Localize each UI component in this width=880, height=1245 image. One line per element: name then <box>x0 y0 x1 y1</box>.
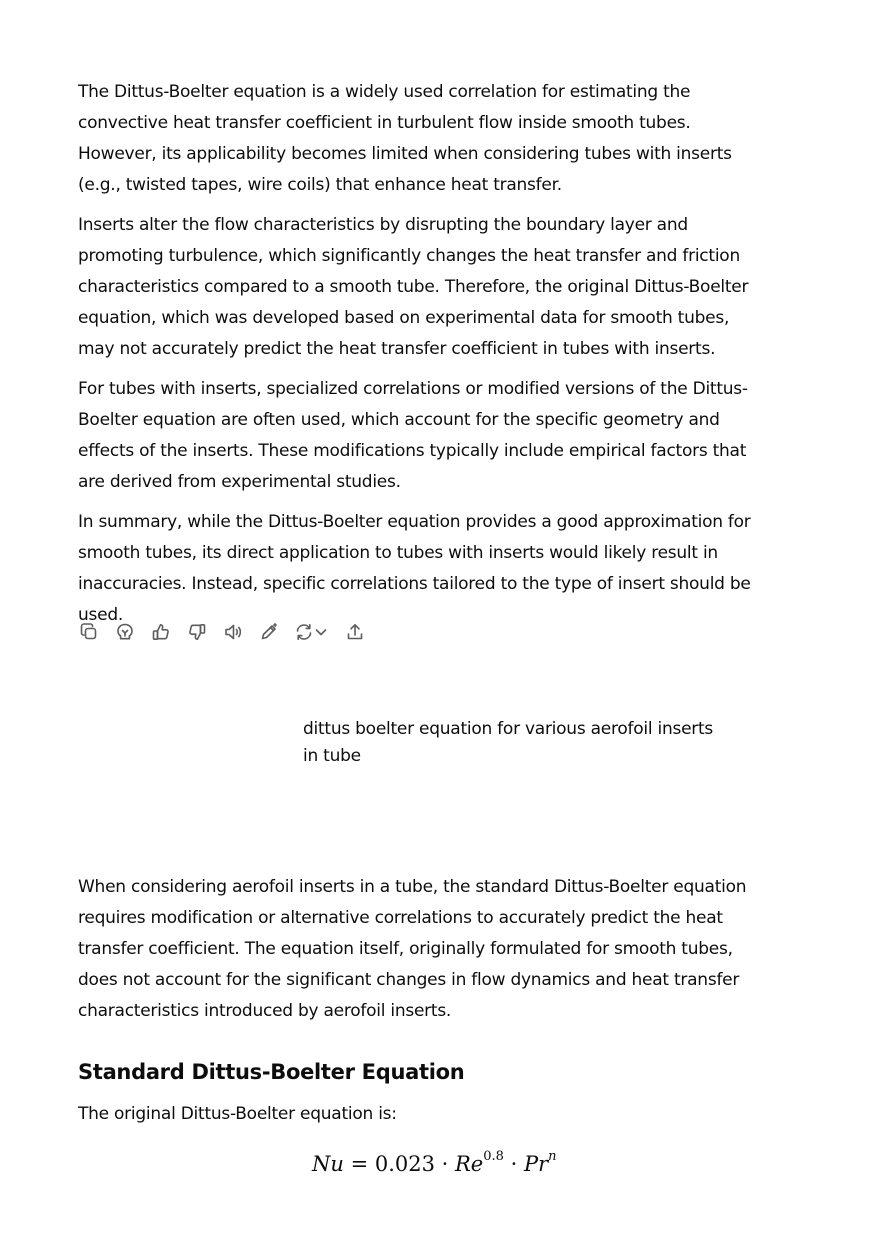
thumbs-down-icon <box>187 622 207 642</box>
regenerate-icon <box>294 622 314 642</box>
read-aloud-icon <box>223 622 243 642</box>
formula-re: Re <box>455 1152 484 1176</box>
assistant-message <box>78 77 762 640</box>
assistant-message <box>78 872 762 1036</box>
formula-nu: Nu <box>312 1152 344 1176</box>
message-paragraph: When considering aerofoil inserts in a tube, the standard Dittus-Boelter equation requires modification or alternative correlations to accurately predict the heat transfer coefficient. The equation itself, originally formulated for smooth tubes, does not account for the significant changes in flow dynamics and heat transfer characteristics introduced by aerofoil inserts. <box>78 877 747 1021</box>
edit-icon <box>259 622 279 642</box>
copy-button[interactable] <box>78 621 100 643</box>
dittus-boelter-formula <box>312 1145 557 1179</box>
formula-pr: Pr <box>523 1152 549 1176</box>
memory-button[interactable] <box>114 621 136 643</box>
edit-canvas-button[interactable] <box>258 621 280 643</box>
section-heading: Standard Dittus-Boelter Equation <box>78 1060 465 1084</box>
share-icon <box>345 622 365 642</box>
bad-response-button[interactable] <box>186 621 208 643</box>
message-paragraph: In summary, while the Dittus-Boelter equation provides a good approximation for smooth tubes, its direct application to tubes with inserts would likely result in inaccuracies. Instead, specific correlations tailored to the type of insert should be used. <box>78 512 751 625</box>
message-paragraph: Inserts alter the flow characteristics by disrupting the boundary layer and promoting turbulence, which significantly changes the heat transfer and friction characteristics compared to a smooth tube. Therefore, the original Dittus-Boelter equation, which was developed based on experimental data for smooth tubes, may not accurately predict the heat transfer coefficient in tubes with inserts. <box>78 215 749 359</box>
message-paragraph: For tubes with inserts, specialized correlations or modified versions of the Dittus-Boelter equation are often used, which account for the specific geometry and effects of the inserts. These modifications typically include empirical factors that are derived from experimental studies. <box>78 379 748 492</box>
read-aloud-button[interactable] <box>222 621 244 643</box>
copy-icon <box>79 622 99 642</box>
formula-re-exponent: 0.8 <box>483 1149 504 1164</box>
share-button[interactable] <box>344 621 366 643</box>
chevron-down-icon <box>314 625 328 639</box>
message-action-toolbar <box>78 620 380 644</box>
memory-icon <box>115 622 135 642</box>
formula-pr-exponent: n <box>548 1149 557 1164</box>
thumbs-up-icon <box>151 622 171 642</box>
message-paragraph: The Dittus-Boelter equation is a widely used correlation for estimating the convective heat transfer coefficient in turbulent flow inside smooth tubes. However, its applicability becomes limited when considering tubes with inserts (e.g., twisted tapes, wire coils) that enhance heat transfer. <box>78 82 732 195</box>
formula-coefficient: = 0.023 · <box>343 1152 455 1176</box>
formula-dot: · <box>503 1152 524 1176</box>
good-response-button[interactable] <box>150 621 172 643</box>
user-message: dittus boelter equation for various aerofoil inserts in tube <box>303 719 714 766</box>
section-intro-text: The original Dittus-Boelter equation is: <box>78 1104 397 1124</box>
regenerate-button[interactable] <box>294 622 328 642</box>
